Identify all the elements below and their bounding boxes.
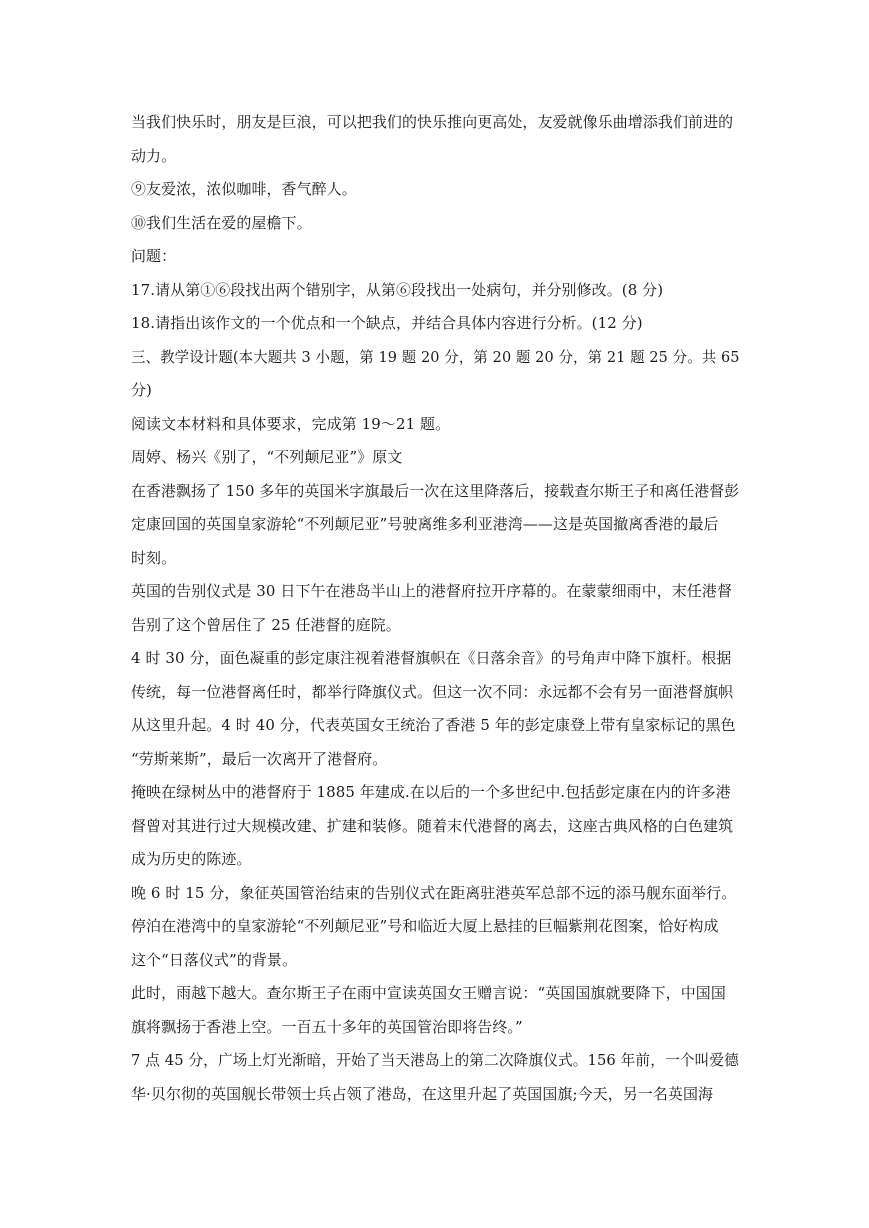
instruction-line: 阅读文本材料和具体要求，完成第 19～21 题。 <box>131 414 451 433</box>
text-line: 晚 6 时 15 分，象征英国管治结束的告别仪式在距离驻港英军总部不远的添马舰东面举行。 <box>131 883 737 902</box>
text-line: 督曾对其进行过大规模改建、扩建和装修。随着末代港督的离去，这座古典风格的白色建筑 <box>131 816 734 835</box>
text-line: 停泊在港湾中的皇家游轮“不列颠尼亚”号和临近大厦上悬挂的巨幅紫荆花图案，恰好构成 <box>131 917 719 935</box>
text-line: 英国的告别仪式是 30 日下午在港岛半山上的港督府拉开序幕的。在蒙蒙细雨中，末任港督 <box>131 582 733 600</box>
text-line: 成为历史的陈迹。 <box>131 850 252 868</box>
section-heading: 三、教学设计题(本大题共 3 小题，第 19 题 20 分，第 20 题 20 分，第 21 题 25 分。共 65 <box>131 347 740 366</box>
text-line: “劳斯莱斯”，最后一次离开了港督府。 <box>131 749 388 768</box>
text-line: 7 点 45 分，广场上灯光渐暗，开始了当天港岛上的第二次降旗仪式。156 年前，一个叫爱德 <box>131 1051 739 1069</box>
text-line: 4 时 30 分，面色凝重的彭定康注视着港督旗帜在《日落余音》的号角声中降下旗杆。根据 <box>131 649 732 667</box>
text-line: 当我们快乐时，朋友是巨浪，可以把我们的快乐推向更高处，友爱就像乐曲增添我们前进的 <box>131 113 734 131</box>
text-line: 从这里升起。4 时 40 分，代表英国女王统治了香港 5 年的彭定康登上带有皇家标记的黑色 <box>131 716 736 734</box>
text-line: ⑨友爱浓，浓似咖啡，香气醉人。 <box>131 180 357 198</box>
document-body <box>131 106 741 1111</box>
text-line: 在香港飘扬了 150 多年的英国米字旗最后一次在这里降落后，接载查尔斯王子和离任港督彭 <box>131 481 740 500</box>
text-line: 问题： <box>131 247 177 265</box>
article-title: 周婷、杨兴《别了，“不列颠尼亚”》原文 <box>131 448 403 466</box>
question-18: 18.请指出该作文的一个优点和一个缺点，并结合具体内容进行分析。(12 分) <box>131 314 643 332</box>
question-17: 17.请从第①⑥段找出两个错别字，从第⑥段找出一处病句，并分别修改。(8 分) <box>131 280 664 299</box>
text-line: 动力。 <box>131 146 177 165</box>
text-line: 华·贝尔彻的英国舰长带领士兵占领了港岛，在这里升起了英国国旗;今天，另一名英国海 <box>131 1084 714 1103</box>
text-line: 此时，雨越下越大。查尔斯王子在雨中宣读英国女王赠言说：“英国国旗就要降下，中国国 <box>131 984 726 1002</box>
section-heading-cont: 分) <box>131 381 152 399</box>
text-line: 掩映在绿树丛中的港督府于 1885 年建成.在以后的一个多世纪中.包括彭定康在内的许多港 <box>131 783 731 801</box>
text-line: 定康回国的英国皇家游轮“不列颠尼亚”号驶离维多利亚港湾——这是英国撤离香港的最后 <box>131 515 719 533</box>
text-line: 传统，每一位港督离任时，都举行降旗仪式。但这一次不同：永远都不会有另一面港督旗帜 <box>131 682 734 701</box>
text-line: 旗将飘扬于香港上空。一百五十多年的英国管治即将告终。” <box>131 1017 523 1036</box>
text-line: 时刻。 <box>131 548 177 567</box>
text-line: 这个“日落仪式”的背景。 <box>131 950 298 969</box>
text-line: 告别了这个曾居住了 25 任港督的庭院。 <box>131 615 401 634</box>
text-line: ⑩我们生活在爱的屋檐下。 <box>131 213 312 232</box>
